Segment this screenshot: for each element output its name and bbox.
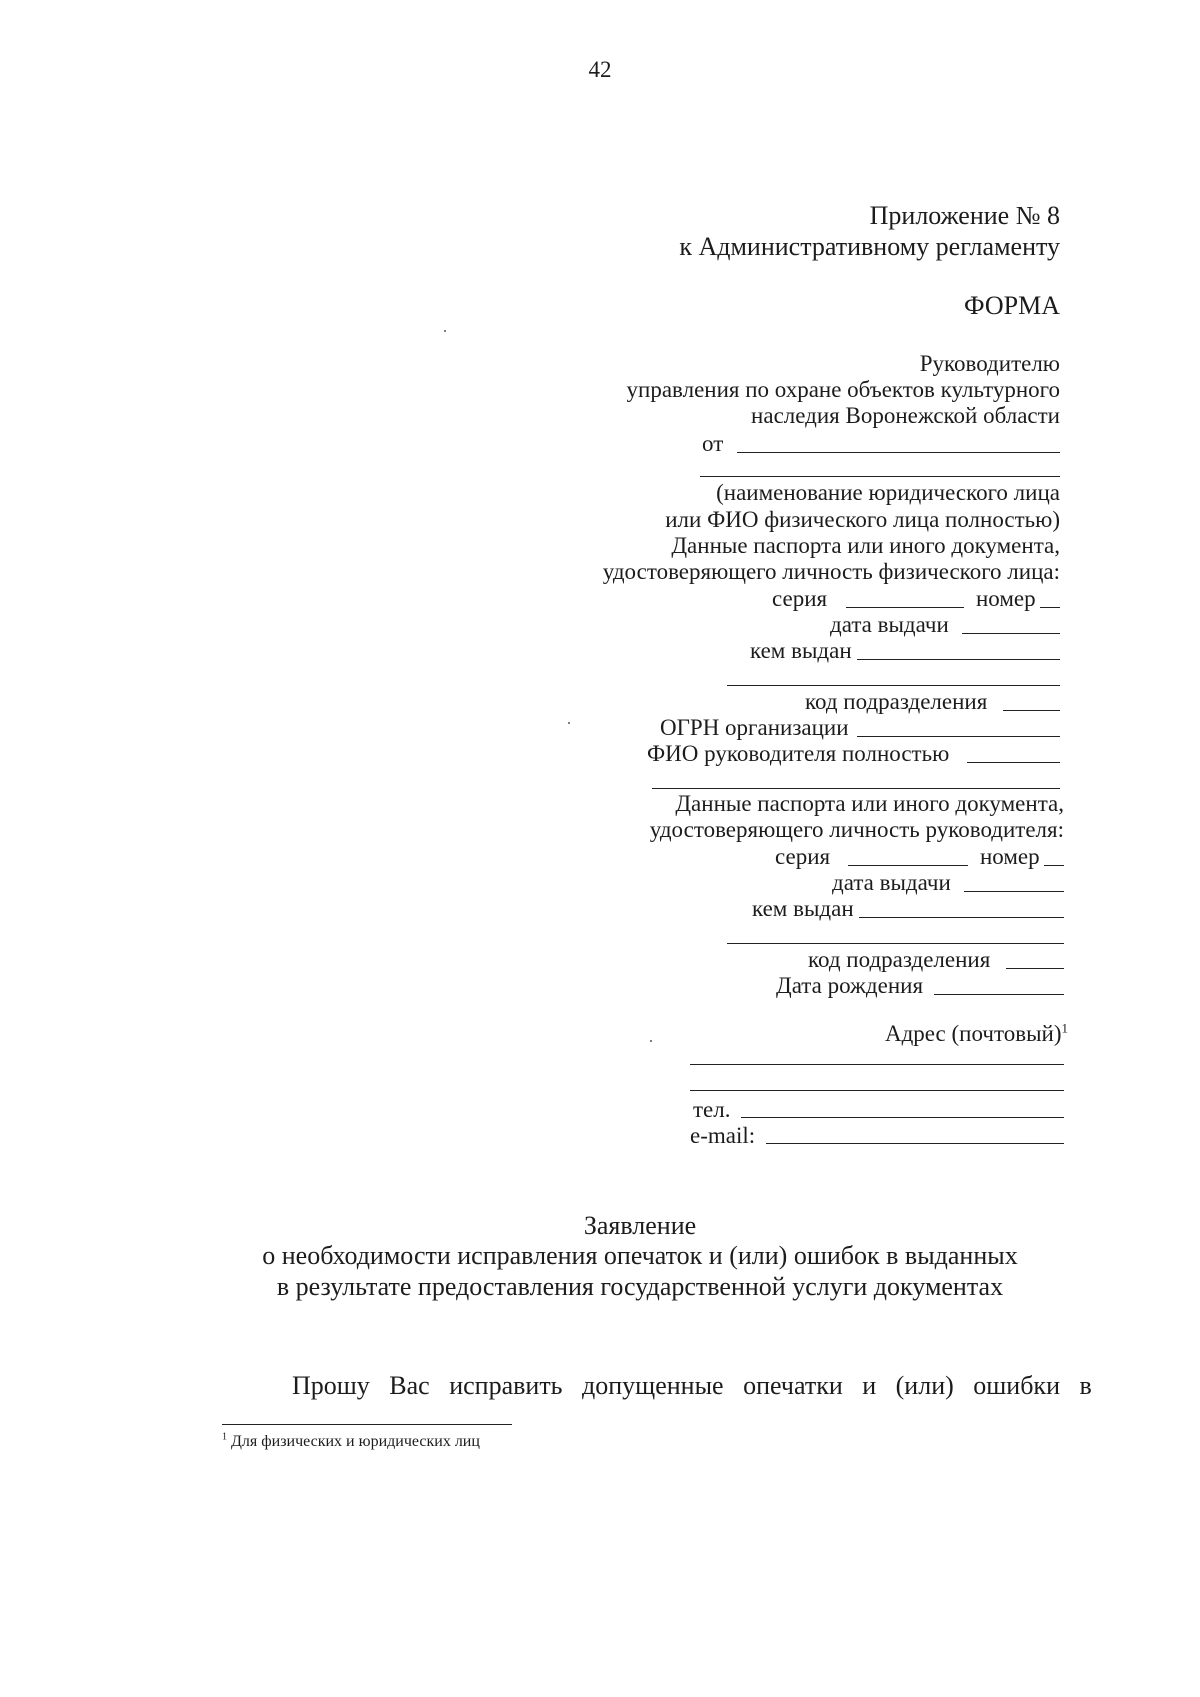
applicant-number-field[interactable] [1040,607,1060,608]
head-fio-label: ФИО руководителя полностью [647,741,950,766]
applicant-issued-by-field[interactable] [857,659,1060,660]
head-number-field[interactable] [1044,865,1064,866]
applicant-series-label: серия [772,586,828,611]
phone-field[interactable] [741,1117,1064,1118]
ogrn-label: ОГРН организации [660,715,849,740]
addressee-line2: управления по охране объектов культурного [626,377,1060,402]
head-passport-2: удостоверяющего личность руководителя: [649,817,1064,842]
footnote-text: Для физических и юридических лиц [231,1433,480,1450]
footnote [222,1432,480,1452]
statement-subtitle-2: в результате предоставления государственной услуги документах [276,1272,1004,1301]
form-label: ФОРМА [964,291,1060,320]
head-division-code-label: код подразделения [808,947,991,972]
applicant-issue-date-field[interactable] [962,633,1060,634]
addressee-line1: Руководителю [919,351,1060,376]
applicant-caption-2: или ФИО физического лица полностью) [665,507,1060,532]
head-issued-by-label: кем выдан [752,896,854,921]
footnote-mark: 1 [222,1431,227,1443]
scan-speck [444,330,446,332]
applicant-issued-by-field-2[interactable] [727,685,1060,686]
head-issued-by-field[interactable] [859,917,1064,918]
ogrn-field[interactable] [857,736,1060,737]
page-number: 42 [588,57,612,82]
applicant-passport-2: удостоверяющего личность физического лица: [602,559,1060,584]
applicant-division-code-field[interactable] [1003,710,1060,711]
applicant-series-field[interactable] [846,607,964,608]
head-number-label: номер [980,844,1040,869]
from-field-line-2[interactable] [700,476,1060,477]
head-issued-by-field-2[interactable] [727,943,1064,944]
scan-speck [650,1040,652,1042]
address-field-2[interactable] [690,1090,1064,1091]
footnote-separator [222,1424,512,1425]
address-field-1[interactable] [690,1064,1064,1065]
scan-speck [568,722,570,724]
head-division-code-field[interactable] [1006,968,1064,969]
applicant-issue-date-label: дата выдачи [830,612,949,637]
regulation-reference: к Административному регламенту [679,232,1060,261]
applicant-passport-1: Данные паспорта или иного документа, [671,533,1060,558]
statement-title: Заявление [583,1211,697,1240]
appendix-title: Приложение № 8 [869,201,1060,230]
email-label: e-mail: [690,1123,756,1148]
birth-date-field[interactable] [934,994,1064,995]
addressee-line3: наследия Воронежской области [751,403,1060,428]
head-series-field[interactable] [848,865,968,866]
applicant-division-code-label: код подразделения [805,689,988,714]
address-footnote-mark: 1 [1061,1020,1068,1036]
address-label-text: Адрес (почтовый) [884,1021,1062,1046]
from-label: от [702,431,724,456]
head-fio-field-2[interactable] [652,788,1060,789]
head-issue-date-field[interactable] [964,891,1064,892]
head-passport-1: Данные паспорта или иного документа, [675,791,1064,816]
address-label [885,1020,1068,1048]
phone-label: тел. [693,1097,731,1122]
birth-date-label: Дата рождения [776,973,924,998]
statement-body-start: Прошу Вас исправить допущенные опечатки и (или) ошибки в [292,1371,1092,1400]
head-series-label: серия [775,844,831,869]
head-issue-date-label: дата выдачи [832,870,951,895]
applicant-number-label: номер [976,586,1036,611]
applicant-issued-by-label: кем выдан [750,638,852,663]
statement-subtitle-1: о необходимости исправления опечаток и (или) ошибок в выданных [262,1241,1018,1270]
email-field[interactable] [766,1143,1064,1144]
head-fio-field[interactable] [967,762,1060,763]
from-field-line[interactable] [737,452,1060,453]
applicant-caption-1: (наименование юридического лица [716,480,1060,505]
